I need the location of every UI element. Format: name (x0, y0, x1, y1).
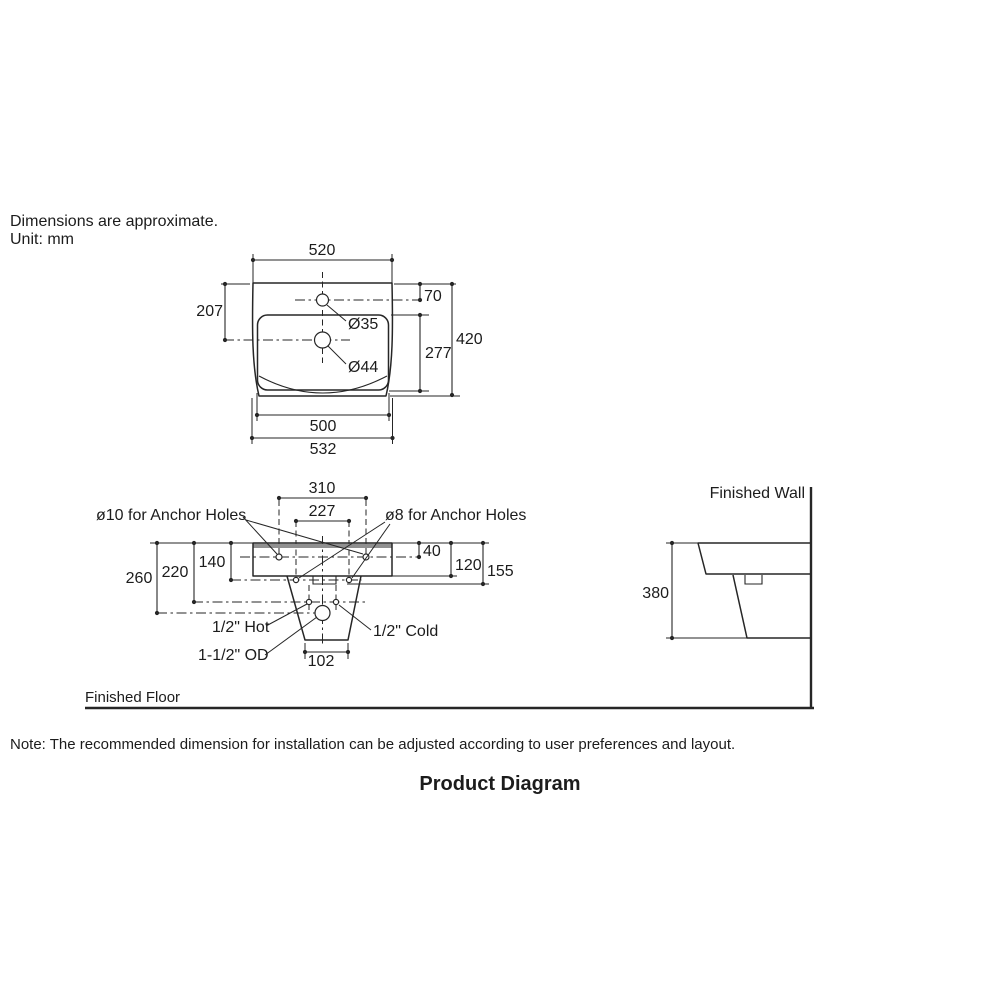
dim-532: 532 (309, 441, 337, 458)
label-anchor10: ø10 for Anchor Holes (96, 507, 247, 524)
label-hot: 1/2" Hot (212, 619, 270, 636)
faucet-hole (317, 294, 329, 306)
anchor8-hole-left (293, 577, 298, 582)
dim-140: 140 (198, 554, 226, 571)
dim-207: 207 (196, 303, 223, 320)
label-finished-floor: Finished Floor (85, 689, 181, 706)
label-drain-od: 1-1/2" OD (198, 647, 269, 664)
dim-102: 102 (307, 653, 335, 670)
drain-hole (315, 332, 331, 348)
label-drain-dia: Ø44 (348, 359, 379, 376)
header-line2: Unit: mm (10, 231, 74, 248)
drain-outlet-hole (315, 606, 330, 621)
anchor8-extlines (296, 521, 349, 577)
page-title: Product Diagram (419, 773, 581, 795)
top-view (196, 242, 483, 458)
note-text: Note: The recommended dimension for installation can be adjusted according to user preferences and layout. (10, 736, 736, 753)
dim-70: 70 (424, 288, 442, 305)
dim-380: 380 (642, 585, 669, 602)
dim-40: 40 (423, 543, 441, 560)
label-anchor8: ø8 for Anchor Holes (385, 507, 527, 524)
dim-120: 120 (455, 557, 482, 574)
dim-520: 520 (308, 242, 336, 259)
ext-277 (389, 315, 429, 391)
label-finished-wall: Finished Wall (709, 485, 805, 502)
dim-260: 260 (125, 570, 153, 587)
rear-view (96, 480, 526, 670)
anchor8-hole-right (346, 577, 351, 582)
dim-220: 220 (161, 564, 189, 581)
anchor10-hole-left (276, 554, 282, 560)
side-view (642, 485, 811, 708)
leader-faucet (327, 305, 346, 321)
label-cold: 1/2" Cold (373, 623, 439, 640)
cold-supply-hole (333, 599, 338, 604)
leader-anchor8 (299, 522, 390, 578)
label-faucet-dia: Ø35 (348, 316, 379, 333)
dim-277: 277 (425, 345, 452, 362)
hot-supply-hole (306, 599, 311, 604)
sink-profile-rim (698, 543, 811, 574)
dim-227: 227 (308, 503, 336, 520)
header-line1: Dimensions are approximate. (10, 213, 219, 230)
dim-420: 420 (456, 331, 483, 348)
dim-310: 310 (308, 480, 336, 497)
overflow-notch (745, 575, 762, 584)
sink-rim-edge (253, 544, 392, 548)
dim-155: 155 (487, 563, 514, 580)
ext-500 (257, 393, 389, 421)
leader-drain (328, 346, 346, 364)
dim-500: 500 (309, 418, 337, 435)
